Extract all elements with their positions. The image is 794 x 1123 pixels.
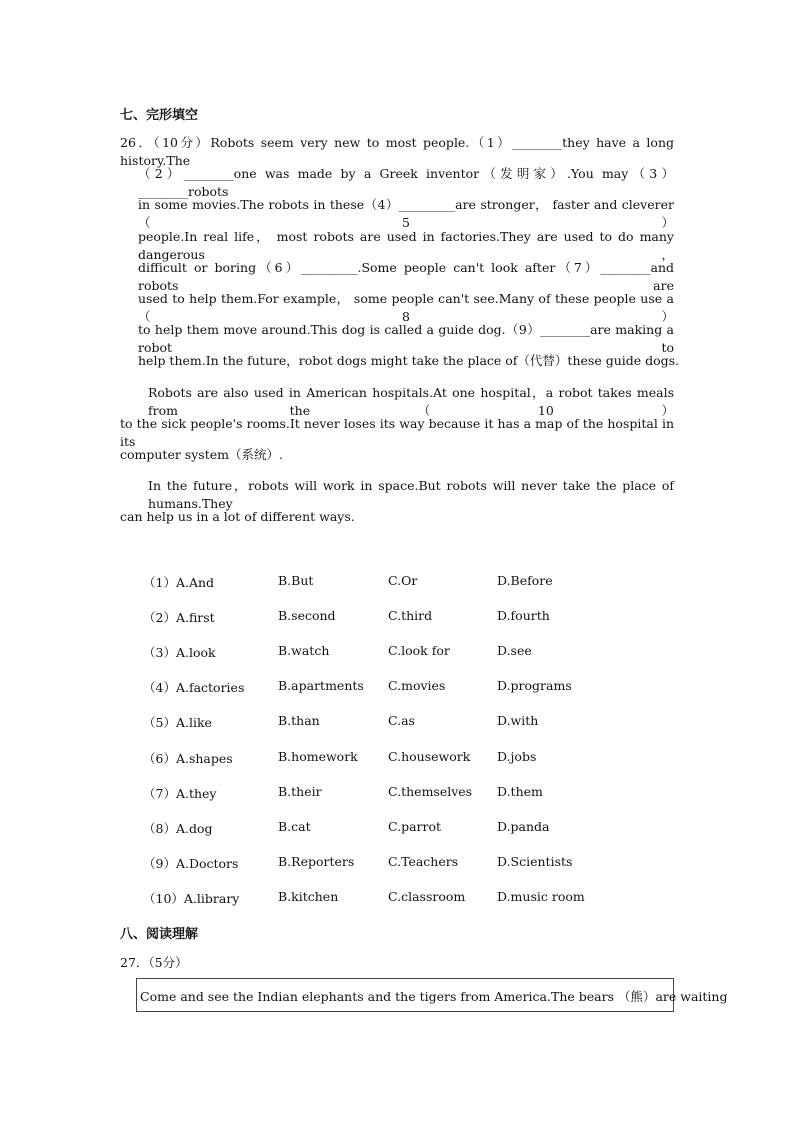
section-title-cloze: 七、完形填空 [120, 108, 199, 123]
option-c: C.housework [388, 749, 471, 764]
option-row-6 [143, 749, 623, 767]
option-d: D.Before [497, 573, 553, 588]
option-b: B.cat [278, 819, 311, 834]
option-row-3 [143, 643, 623, 661]
option-b: B.than [278, 713, 320, 728]
option-d: D.panda [497, 819, 550, 834]
option-d: D.jobs [497, 749, 537, 764]
q26-line-4: people.In real life， most robots are used in factories.They are used to do many dangerous， [138, 229, 674, 262]
option-row-9 [143, 854, 623, 872]
option-d: D.Scientists [497, 854, 573, 869]
option-d: D.music room [497, 889, 585, 904]
q26-line-9: Robots are also used in American hospitals.At one hospital，a robot takes meals from the（10） [148, 385, 674, 418]
reading-passage-text: Come and see the Indian elephants and the tigers from America.The bears （熊）are waiting [140, 989, 728, 1004]
option-c: C.as [388, 713, 415, 728]
option-row-4 [143, 678, 623, 696]
q26-line-11: computer system（系统）. [120, 447, 283, 462]
option-a: （2）A.first [143, 610, 215, 625]
option-a: （10）A.library [143, 891, 240, 906]
q26-line-3: in some movies.The robots in these（4）_________are stronger， faster and cleverer（5） [138, 197, 674, 230]
option-a: （6）A.shapes [143, 751, 233, 766]
q26-line-12: In the future，robots will work in space.But robots will never take the place of humans.They [148, 478, 674, 511]
option-row-5 [143, 713, 623, 731]
q26-line-2: （2）________one was made by a Greek inventor（发明家）.You may（3）________robots [138, 166, 674, 199]
question-27-header: 27．（5分） [120, 955, 188, 970]
option-b: B.apartments [278, 678, 364, 693]
option-c: C.themselves [388, 784, 473, 799]
reading-passage-box [136, 978, 728, 1012]
option-d: D.see [497, 643, 532, 658]
option-b: B.Reporters [278, 854, 355, 869]
option-d: D.with [497, 713, 539, 728]
option-c: C.classroom [388, 889, 466, 904]
option-b: B.their [278, 784, 322, 799]
option-d: D.them [497, 784, 543, 799]
q26-line-5: difficult or boring（6）_________.Some people can't look after（7）________and robots are [138, 260, 674, 293]
option-a: （3）A.look [143, 645, 216, 660]
q26-line-13: can help us in a lot of different ways. [120, 509, 355, 524]
option-b: B.watch [278, 643, 330, 658]
option-c: C.Teachers [388, 854, 459, 869]
option-c: C.third [388, 608, 433, 623]
option-c: C.movies [388, 678, 446, 693]
q26-line-1: 26．（10分）Robots seem very new to most people.（1）________they have a long history.The [120, 135, 674, 168]
option-row-10 [143, 889, 623, 907]
option-d: D.fourth [497, 608, 550, 623]
q26-line-6: used to help them.For example， some people can't see.Many of these people use a （8） [138, 291, 674, 324]
option-a: （8）A.dog [143, 821, 213, 836]
option-row-2 [143, 608, 623, 626]
option-a: （1）A.And [143, 575, 215, 590]
q26-line-7: to help them move around.This dog is called a guide dog.（9）________are making a robot to [138, 322, 674, 355]
option-b: B.But [278, 573, 314, 588]
section-title-reading: 八、阅读理解 [120, 927, 199, 942]
option-b: B.second [278, 608, 336, 623]
option-a: （7）A.they [143, 786, 217, 801]
option-a: （5）A.like [143, 715, 212, 730]
option-b: B.kitchen [278, 889, 339, 904]
option-row-7 [143, 784, 623, 802]
option-row-8 [143, 819, 623, 837]
option-c: C.look for [388, 643, 450, 658]
option-c: C.Or [388, 573, 418, 588]
option-c: C.parrot [388, 819, 442, 834]
option-d: D.programs [497, 678, 572, 693]
option-a: （9）A.Doctors [143, 856, 239, 871]
option-row-1 [143, 573, 623, 591]
q26-line-8: help them.In the future，robot dogs might take the place of（代替）these guide dogs. [138, 353, 680, 368]
option-b: B.homework [278, 749, 358, 764]
q26-line-10: to the sick people's rooms.It never loses its way because it has a map of the hospital in its [120, 416, 674, 449]
option-a: （4）A.factories [143, 680, 245, 695]
